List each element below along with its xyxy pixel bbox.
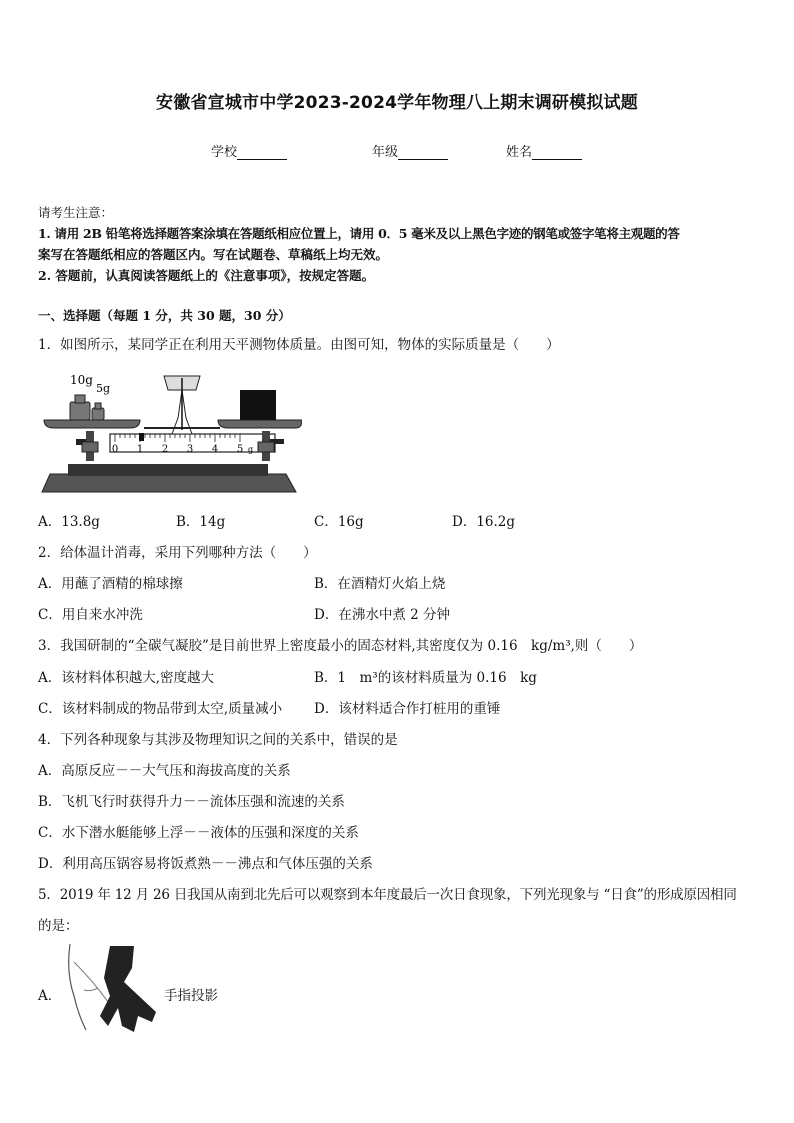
q3-option-c: C．该材料制成的物品带到太空,质量减小 (38, 701, 283, 717)
weight-5g-handle (95, 403, 101, 409)
q3-option-a: A．该材料体积越大,密度越大 (38, 670, 215, 686)
finger-line-2 (84, 988, 98, 991)
right-knob (258, 442, 274, 452)
q1-option-a: A．13.8g (38, 514, 100, 530)
q4-option-c: C．水下潜水艇能够上浮－－液体的压强和深度的关系 (38, 825, 359, 841)
scale-tick-1: 1 (136, 444, 144, 455)
q3-option-b: B．1 m³的该材料质量为 0.16 kg (314, 670, 537, 686)
question-1-stem: 1．如图所示，某同学正在利用天平测物体质量。由图可知，物体的实际质量是（ ） (38, 337, 560, 353)
scale-tick-5: 5 (236, 444, 244, 455)
name-label: 姓名 (506, 145, 533, 160)
grade-label: 年级 (372, 145, 399, 160)
question-5-stem-line-2: 的是： (38, 918, 79, 934)
weight-10g (70, 402, 90, 420)
finger-line-1 (74, 962, 108, 1002)
q1-option-d: D．16.2g (452, 514, 516, 530)
notice-heading: 请考生注意： (38, 205, 114, 220)
q3-option-d: D．该材料适合作打桩用的重锤 (314, 701, 501, 717)
hand-shadow-image (64, 942, 160, 1034)
object-on-pan (240, 390, 276, 420)
name-blank (532, 146, 582, 160)
q4-option-a: A．高原反应－－大气压和海拔高度的关系 (38, 763, 291, 779)
q1-option-b: B．14g (176, 514, 226, 530)
scale-tick-0: 0 (111, 444, 119, 455)
right-pan (218, 420, 302, 428)
page-title: 安徽省宣城市中学2023-2024学年物理八上期末调研模拟试题 (156, 93, 638, 113)
balance-figure (40, 368, 302, 496)
question-3-stem: 3．我国研制的“全碳气凝胶”是目前世界上密度最小的固态材料,其密度仅为 0.16 kg/m³,则（ ） (38, 638, 643, 654)
name-field (506, 141, 582, 160)
left-knob (82, 442, 98, 452)
weight-5g-label: 5g (96, 382, 111, 395)
school-blank (237, 146, 287, 160)
scale-tick-3: 3 (186, 444, 194, 455)
question-2-stem: 2．给体温计消毒，采用下列哪种方法（ ） (38, 545, 317, 561)
notice-item-1-line-1: 1. 请用 2B 铅笔将选择题答案涂填在答题纸相应位置上，请用 0．5 毫米及以上黑色字迹的钢笔或签字笔将主观题的答 (38, 226, 680, 241)
hand-outline (69, 944, 86, 1030)
weight-10g-label: 10g (70, 373, 93, 387)
left-pan (44, 420, 140, 428)
weight-5g (92, 408, 104, 420)
q2-option-c: C．用自来水冲洗 (38, 607, 143, 623)
scale-tick-4: 4 (211, 444, 219, 455)
balance-base (42, 474, 296, 492)
q2-option-d: D．在沸水中煮 2 分钟 (314, 607, 450, 623)
grade-field (372, 141, 448, 160)
question-5-stem-line-1: 5．2019 年 12 月 26 日我国从南到北先后可以观察到本年度最后一次日食现象，下列光现象与 “日食”的形成原因相同 (38, 887, 737, 903)
rabbit-shadow (100, 946, 156, 1032)
q2-option-a: A．用蘸了酒精的棉球擦 (38, 576, 183, 592)
grade-blank (398, 146, 448, 160)
notice-item-1-line-2: 案写在答题纸相应的答题区内。写在试题卷、草稿纸上均无效。 (38, 247, 389, 262)
q5-option-a-label: A． (38, 988, 62, 1004)
rider-weight (139, 433, 144, 441)
question-4-stem: 4．下列各种现象与其涉及物理知识之间的关系中，错误的是 (38, 732, 398, 748)
q4-option-d: D．利用高压锅容易将饭煮熟－－沸点和气体压强的关系 (38, 856, 373, 872)
scale-tick-2: 2 (161, 444, 169, 455)
school-label: 学校 (211, 145, 238, 160)
q5-option-a-caption: 手指投影 (164, 988, 218, 1004)
section-heading: 一、选择题（每题 1 分，共 30 题，30 分） (38, 308, 291, 323)
q1-option-c: C．16g (314, 514, 364, 530)
q2-option-b: B．在酒精灯火焰上烧 (314, 576, 446, 592)
scale-unit: g (248, 445, 254, 454)
q4-option-b: B．飞机飞行时获得升力－－流体压强和流速的关系 (38, 794, 345, 810)
balance-beam-bottom (68, 464, 268, 476)
notice-item-2: 2. 答题前，认真阅读答题纸上的《注意事项》，按规定答题。 (38, 268, 375, 283)
weight-10g-handle (75, 395, 85, 403)
school-field (211, 141, 287, 160)
